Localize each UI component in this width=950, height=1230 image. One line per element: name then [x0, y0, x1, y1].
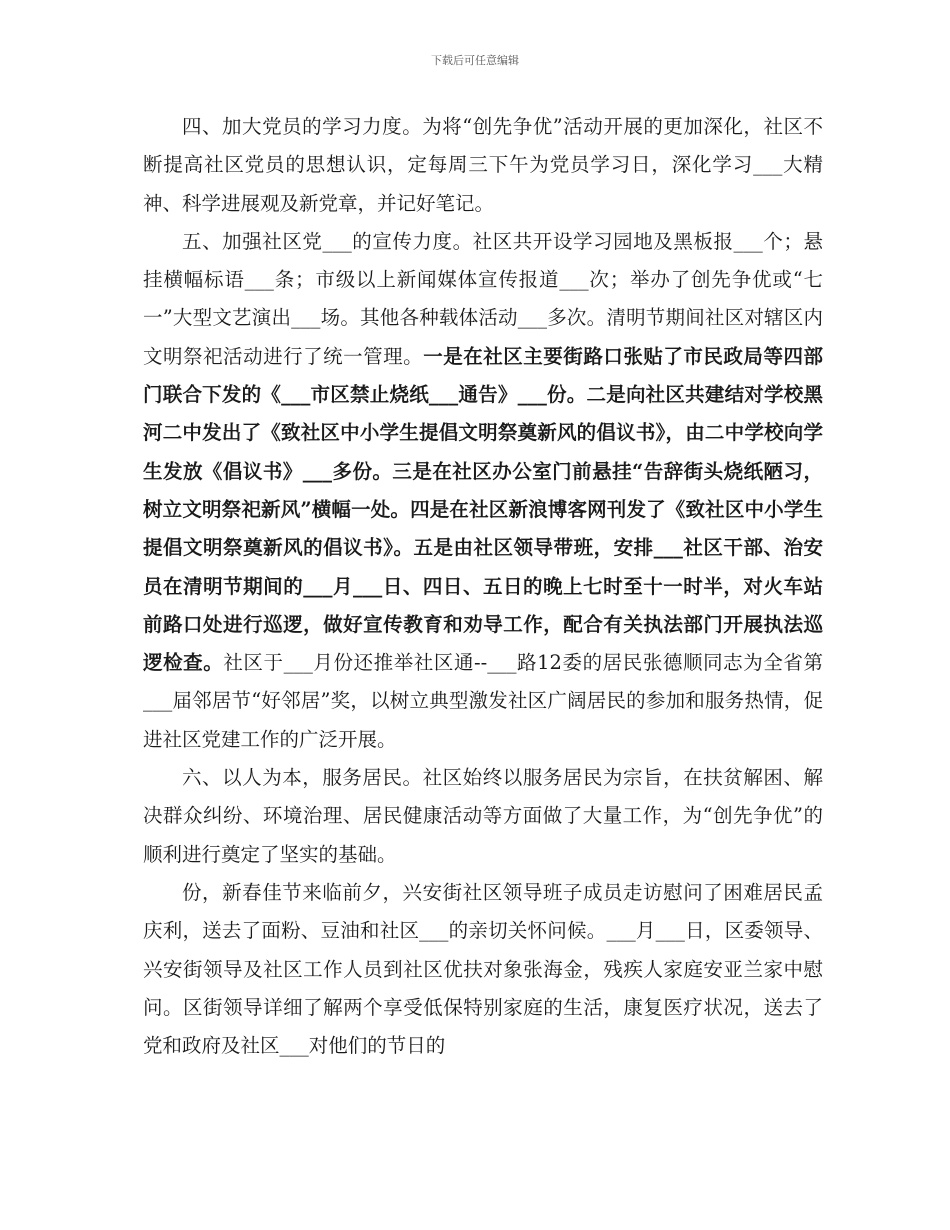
paragraph-5-bold-measures: 一是在社区主要街路口张贴了市民政局等四部门联合下发的《___市区禁止烧纸___通告》___份。二是向社区共建结对学校黑河二中发出了《致社区中小学生提倡文明祭奠新风的倡议书》，由二中学校向学生发放《倡议书》___多份。三是在社区办公室门前悬挂“告辞街头烧纸陋习，树立文明祭祀新风”横幅一处。四是在社区新浪博客网刊发了《致社区中小学生提倡文明祭奠新风的倡议书》。五是由社区领导带班，安排___社区干部、治安员在清明节期间的___月___日、四日、五日的晚上七时至十一时半，对火车站前路口处进行巡逻，做好宣传教育和劝导工作，配合有关执法部门开展执法巡逻检查。	[143, 344, 823, 675]
paragraph-7: 份，新春佳节来临前夕，兴安街社区领导班子成员走访慰问了困难居民孟庆利，送去了面粉、豆油和社区___的亲切关怀问候。___月___日，区委领导、兴安街领导及社区工作人员到社区优扶对象张海金，残疾人家庭安亚兰家中慰问。区街领导详细了解两个享受低保特别家庭的生活，康复医疗状况，送去了党和政府及社区___对他们的节日的	[143, 880, 823, 1058]
paragraph-6: 六、以人为本，服务居民。社区始终以服务居民为宗旨，在扶贫解困、解决群众纠纷、环境治理、居民健康活动等方面做了大量工作，为“创先争优”的顺利进行奠定了坚实的基础。	[143, 766, 823, 866]
paragraph-5	[143, 223, 823, 759]
document-body	[143, 108, 823, 1065]
page-header: 下载后可任意编辑	[431, 54, 519, 67]
paragraph-5-intro: 五、加强社区党___的宣传力度。社区共开设学习园地及黑板报___个；悬挂横幅标语___条；市级以上新闻媒体宣传报道___次；举办了创先争优或“七一”大型文艺演出___场。其他各种载体活动___多次。清明节期间社区对辖区内文明祭祀活动进行了统一管理。	[143, 229, 823, 368]
paragraph-5-closing: 社区于___月份还推举社区通--___路12委的居民张德顺同志为全省第___届邻居节“好邻居”奖，以树立典型激发社区广阔居民的参加和服务热情，促进社区党建工作的广泛开展。	[143, 651, 823, 751]
paragraph-4: 四、加大党员的学习力度。为将“创先争优”活动开展的更加深化，社区不断提高社区党员的思想认识，定每周三下午为党员学习日，深化学习___大精神、科学进展观及新党章，并记好笔记。	[143, 115, 823, 215]
